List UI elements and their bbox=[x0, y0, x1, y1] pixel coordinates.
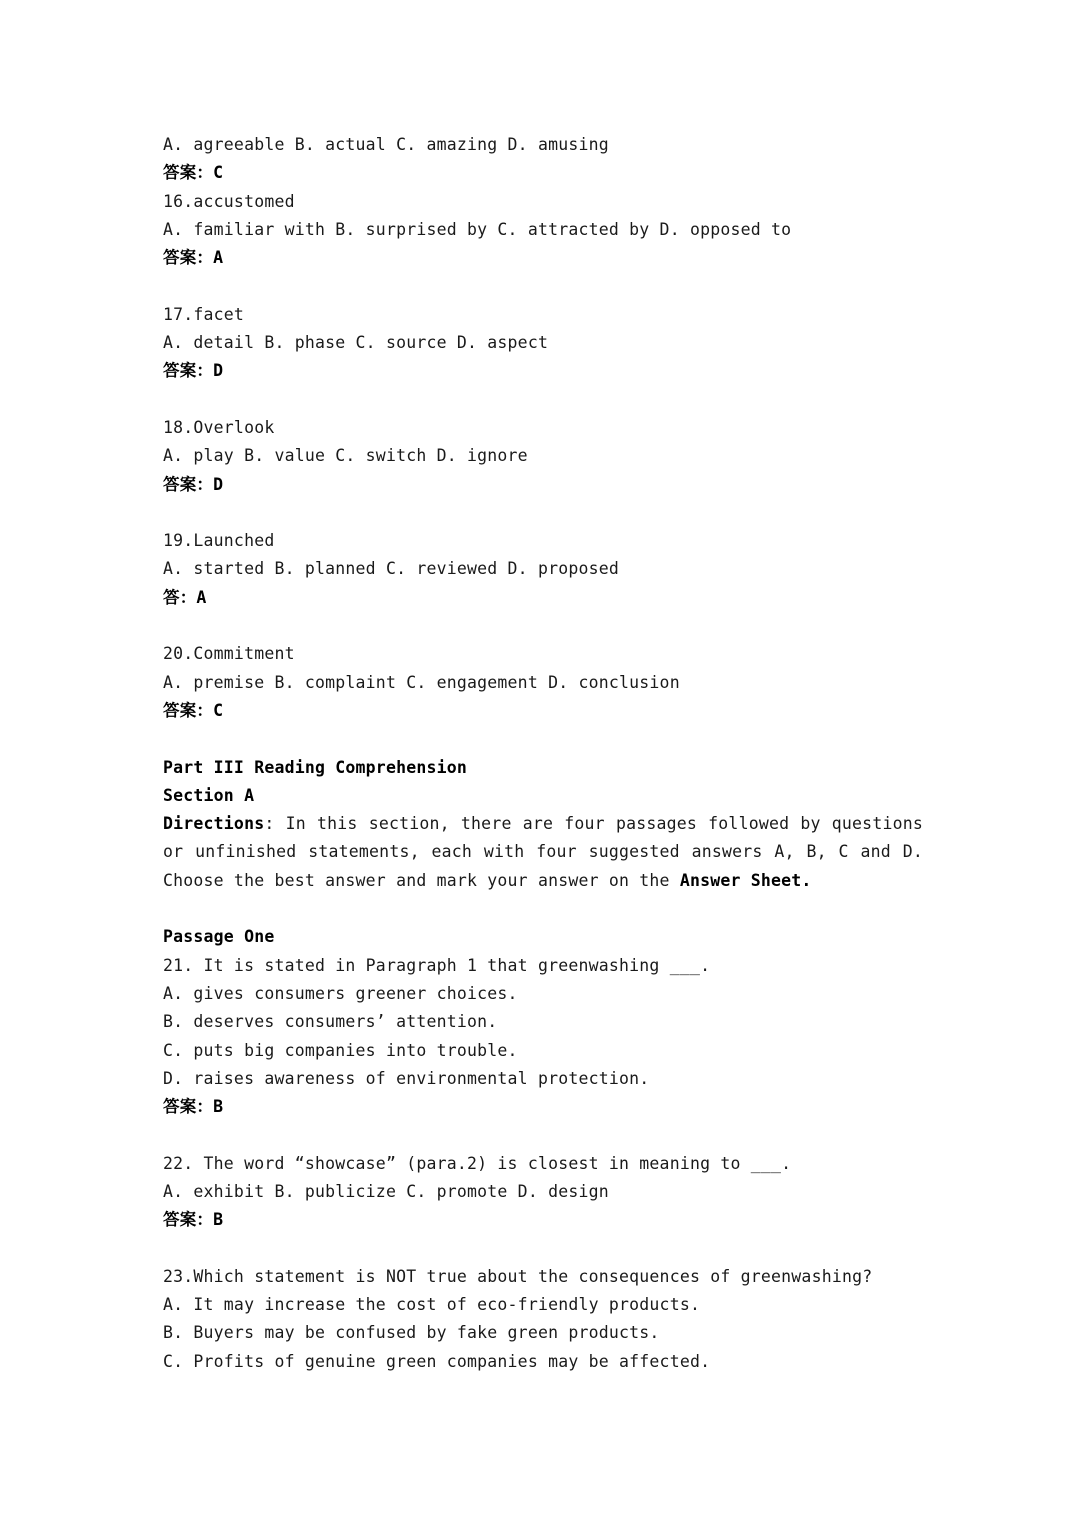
q21-option-a: A. gives consumers greener choices. bbox=[163, 983, 518, 1003]
q19-word: 19.Launched bbox=[163, 531, 275, 551]
q20-answer: 答案：C bbox=[163, 700, 224, 720]
q16-word: 16.accustomed bbox=[163, 191, 295, 211]
q19-options: A. started B. planned C. reviewed D. proposed bbox=[163, 559, 620, 579]
q18-answer: 答案：D bbox=[163, 474, 224, 494]
q21-stem: 21. It is stated in Paragraph 1 that greenwashing ___. bbox=[163, 955, 711, 975]
q17-answer: 答案：D bbox=[163, 361, 224, 381]
q16-options: A. familiar with B. surprised by C. attracted by D. opposed to bbox=[163, 219, 792, 239]
q17-options: A. detail B. phase C. source D. aspect bbox=[163, 333, 549, 353]
q21-option-d: D. raises awareness of environmental protection. bbox=[163, 1068, 650, 1088]
spacer bbox=[163, 499, 923, 527]
q15-options: A. agreeable B. actual C. amazing D. amusing bbox=[163, 135, 609, 154]
q23-option-c: C. Profits of genuine green companies may be affected. bbox=[163, 1351, 711, 1371]
directions-label: Directions bbox=[163, 814, 265, 834]
spacer bbox=[163, 272, 923, 300]
q23-option-a: A. It may increase the cost of eco-friendly products. bbox=[163, 1295, 701, 1315]
q20-word: 20.Commitment bbox=[163, 644, 295, 664]
q19-answer: 答：A bbox=[163, 587, 207, 607]
spacer bbox=[163, 612, 923, 640]
answer-sheet-text: Answer Sheet. bbox=[679, 870, 812, 890]
q21-answer: 答案：B bbox=[163, 1097, 224, 1117]
spacer bbox=[163, 386, 923, 414]
q21-option-b: B. deserves consumers’ attention. bbox=[163, 1012, 498, 1032]
q17-word: 17.facet bbox=[163, 304, 245, 324]
spacer bbox=[163, 895, 923, 923]
q22-stem: 22. The word “showcase” (para.2) is closest in meaning to ___. bbox=[163, 1153, 792, 1173]
spacer bbox=[163, 1121, 923, 1149]
q15-answer: 答案：C bbox=[163, 163, 224, 183]
q18-word: 18.Overlook bbox=[163, 417, 275, 437]
section-heading: Section A bbox=[163, 785, 255, 805]
spacer bbox=[163, 725, 923, 753]
passage-title: Passage One bbox=[163, 927, 275, 947]
q23-option-b: B. Buyers may be confused by fake green products. bbox=[163, 1323, 660, 1343]
q23-stem: 23.Which statement is NOT true about the consequences of greenwashing? bbox=[163, 1266, 873, 1286]
directions-paragraph bbox=[163, 810, 923, 895]
part-heading: Part III Reading Comprehension bbox=[163, 757, 468, 777]
q20-options: A. premise B. complaint C. engagement D. conclusion bbox=[163, 672, 680, 692]
q22-answer: 答案：B bbox=[163, 1210, 224, 1230]
q18-options: A. play B. value C. switch D. ignore bbox=[163, 446, 528, 466]
directions-text: : In this section, there are four passages followed by questions or unfinished statements, each with four suggested answers A, B, C and D. Choose the best answer and mark your answer on the bbox=[163, 814, 923, 890]
q21-option-c: C. puts big companies into trouble. bbox=[163, 1040, 518, 1060]
q22-options: A. exhibit B. publicize C. promote D. design bbox=[163, 1181, 609, 1201]
q16-answer: 答案：A bbox=[163, 248, 224, 268]
document-page bbox=[163, 131, 923, 1376]
spacer bbox=[163, 1235, 923, 1263]
